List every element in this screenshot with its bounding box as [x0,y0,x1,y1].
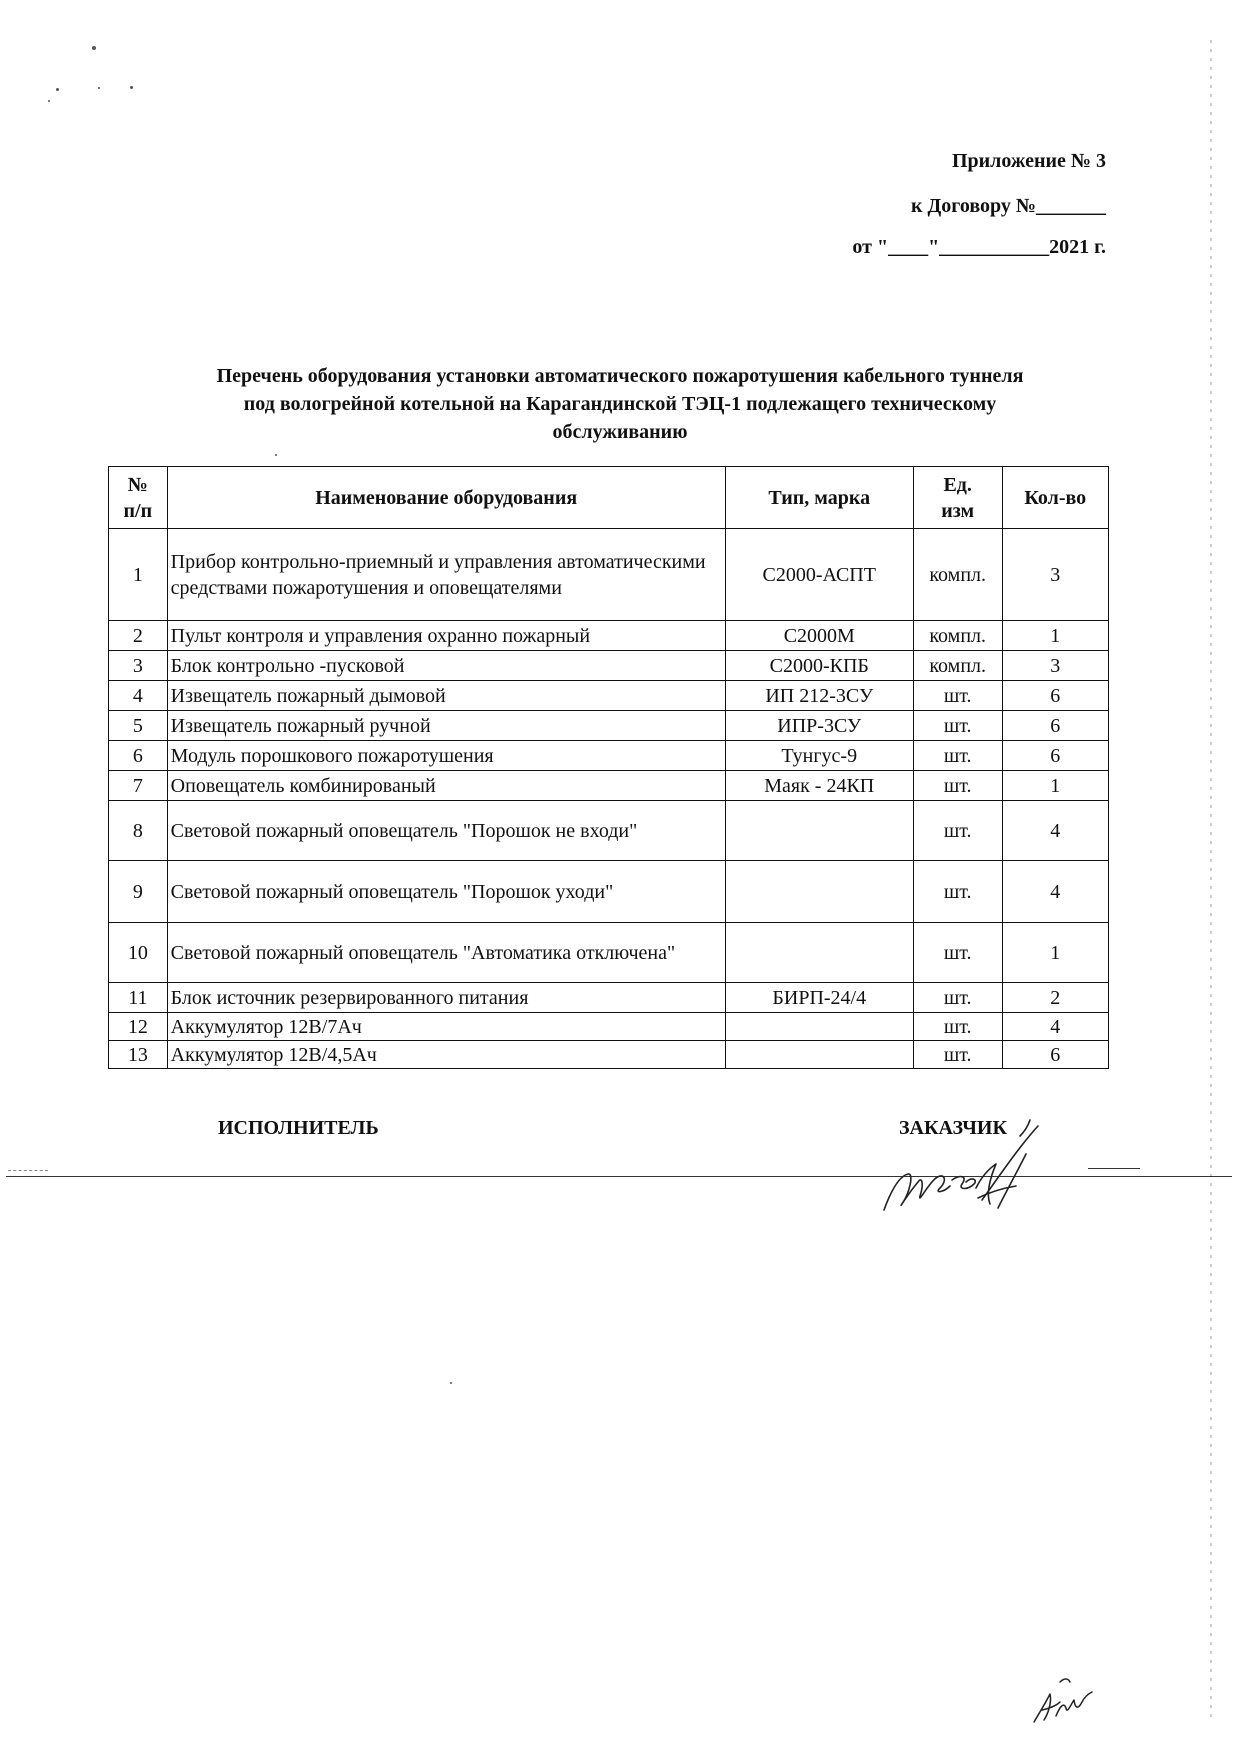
signature-rule-short [1088,1168,1140,1169]
cell-qty: 3 [1002,529,1108,621]
cell-qty: 3 [1002,651,1108,681]
cell-num: 2 [109,621,168,651]
cell-qty: 6 [1002,741,1108,771]
cell-type [725,1013,913,1041]
table-row [109,621,1109,651]
table-row [109,711,1109,741]
cell-type [725,861,913,923]
cell-qty: 4 [1002,861,1108,923]
cell-qty: 6 [1002,681,1108,711]
cell-name: Световой пожарный оповещатель "Автоматика отключена" [167,923,725,983]
annex-number: Приложение № 3 [951,150,1106,172]
cell-num: 4 [109,681,168,711]
table-row [109,651,1109,681]
executor-label: ИСПОЛНИТЕЛЬ [218,1117,379,1139]
table-row [109,681,1109,711]
scan-speck [92,46,96,50]
header-unit-line-2: изм [941,499,975,522]
cell-name: Прибор контрольно-приемный и управления автоматическими средствами пожаротушения и оповещателями [167,529,725,621]
cell-name: Аккумулятор 12В/7Ач [167,1013,725,1041]
header-num [109,467,168,529]
cell-type: С2000-КПБ [725,651,913,681]
scan-speck [275,454,277,456]
customer-label: ЗАКАЗЧИК [899,1117,1007,1139]
header-qty: Кол-во [1002,467,1108,529]
scan-speck [48,100,50,102]
scan-edge-noise [1210,40,1212,1720]
cell-name: Аккумулятор 12В/4,5Ач [167,1041,725,1069]
title-line-1: Перечень оборудования установки автоматического пожаротушения кабельного туннеля [216,365,1024,387]
equipment-table [108,466,1109,1069]
cell-qty: 6 [1002,1041,1108,1069]
header-num-line-2: п/п [123,499,153,522]
cell-qty: 6 [1002,711,1108,741]
cell-type [725,801,913,861]
header-name: Наименование оборудования [167,467,725,529]
cell-unit: шт. [913,861,1002,923]
header-unit [913,467,1002,529]
cell-unit: шт. [913,741,1002,771]
cell-type [725,1041,913,1069]
cell-type: Тунгус-9 [725,741,913,771]
cell-name: Блок контрольно -пусковой [167,651,725,681]
cell-unit: компл. [913,621,1002,651]
scan-speck [130,86,133,89]
cell-num: 11 [109,983,168,1013]
signature-rule [6,1176,1232,1177]
cell-num: 6 [109,741,168,771]
table-row [109,801,1109,861]
contract-reference: к Договору №_______ [911,195,1106,217]
cell-num: 1 [109,529,168,621]
cell-qty: 1 [1002,923,1108,983]
scan-speck [450,1382,452,1384]
cell-name: Извещатель пожарный ручной [167,711,725,741]
cell-type [725,923,913,983]
table-row [109,923,1109,983]
cell-unit: шт. [913,681,1002,711]
signature-rule-dash [8,1170,48,1171]
cell-unit: шт. [913,801,1002,861]
table-row [109,741,1109,771]
cell-qty: 1 [1002,771,1108,801]
cell-num: 5 [109,711,168,741]
table-header-row [109,467,1109,529]
cell-unit: шт. [913,771,1002,801]
table-row [109,1013,1109,1041]
cell-type: Маяк - 24КП [725,771,913,801]
table-row [109,983,1109,1013]
title-line-2: под вологрейной котельной на Карагандинской ТЭЦ-1 подлежащего техническому [243,393,997,415]
cell-num: 10 [109,923,168,983]
cell-name: Модуль порошкового пожаротушения [167,741,725,771]
header-num-line-1: № [127,473,148,496]
cell-qty: 2 [1002,983,1108,1013]
cell-num: 7 [109,771,168,801]
cell-num: 8 [109,801,168,861]
initials-image [1030,1672,1094,1728]
cell-unit: шт. [913,983,1002,1013]
cell-qty: 1 [1002,621,1108,651]
cell-unit: компл. [913,529,1002,621]
cell-name: Блок источник резервированного питания [167,983,725,1013]
cell-type: ИП 212-3СУ [725,681,913,711]
cell-type: БИРП-24/4 [725,983,913,1013]
header-type: Тип, марка [725,467,913,529]
cell-unit: шт. [913,711,1002,741]
table-row [109,861,1109,923]
cell-type: С2000М [725,621,913,651]
cell-type: С2000-АСПТ [725,529,913,621]
cell-type: ИПР-3СУ [725,711,913,741]
cell-name: Световой пожарный оповещатель "Порошок не входи" [167,801,725,861]
cell-name: Оповещатель комбинированый [167,771,725,801]
table-row [109,771,1109,801]
document-title [120,362,1120,446]
cell-name: Световой пожарный оповещатель "Порошок уходи" [167,861,725,923]
table-row [109,529,1109,621]
cell-unit: шт. [913,1041,1002,1069]
cell-num: 9 [109,861,168,923]
cell-unit: шт. [913,923,1002,983]
cell-num: 13 [109,1041,168,1069]
cell-qty: 4 [1002,1013,1108,1041]
cell-name: Пульт контроля и управления охранно пожарный [167,621,725,651]
customer-signature-image [878,1118,1048,1228]
cell-unit: компл. [913,651,1002,681]
cell-name: Извещатель пожарный дымовой [167,681,725,711]
cell-num: 3 [109,651,168,681]
scan-speck [56,88,59,91]
cell-qty: 4 [1002,801,1108,861]
header-unit-line-1: Ед. [943,473,972,496]
scan-speck [98,87,100,89]
table-row [109,1041,1109,1069]
contract-date: от "____"___________2021 г. [852,236,1106,258]
cell-unit: шт. [913,1013,1002,1041]
title-line-3: обслуживанию [552,421,688,443]
cell-num: 12 [109,1013,168,1041]
